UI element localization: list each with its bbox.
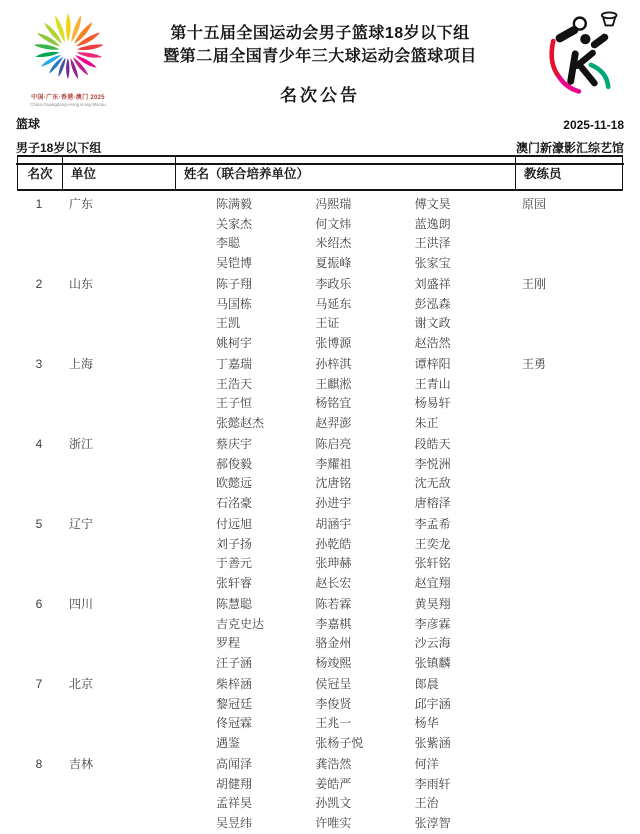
document-header — [0, 0, 640, 155]
athlete-name: 龚浩然 — [315, 757, 352, 771]
rank-cell: 1 — [35, 197, 43, 211]
document-subtitle: 名次公告 — [280, 86, 360, 105]
athlete-names-cell — [174, 755, 514, 833]
athlete-name: 张紫涵 — [414, 735, 451, 750]
header-rule — [16, 163, 624, 165]
team-unit-cell: 广东 — [69, 197, 94, 211]
table-row — [17, 195, 623, 273]
athlete-name: 朱正 — [414, 415, 439, 430]
athlete-name: 姜皓严 — [315, 776, 352, 791]
athlete-name: 张淳智 — [414, 815, 451, 830]
column-header-unit: 单位 — [62, 157, 175, 189]
athlete-name: 欧懿远 — [216, 476, 253, 490]
athlete-name: 姚柯宇 — [216, 335, 253, 350]
venue-label: 澳门新濠影汇综艺馆 — [515, 141, 624, 155]
fifteenth-national-games-emblem-icon — [25, 12, 111, 90]
basketball-player-pictogram-icon — [532, 8, 624, 96]
coach-name-cell — [514, 675, 623, 753]
athlete-name: 马国栋 — [216, 296, 253, 311]
athlete-name: 李悦洲 — [414, 456, 451, 471]
athlete-name: 孙乾皓 — [315, 536, 352, 551]
athlete-name: 遇鉴 — [216, 735, 241, 750]
rank-cell: 2 — [35, 277, 43, 291]
athlete-name: 关家杰 — [216, 216, 253, 231]
group-label: 男子18岁以下组 — [16, 141, 102, 155]
athlete-names-cell — [174, 355, 514, 433]
athlete-names-cell — [174, 435, 514, 513]
team-unit-cell: 辽宁 — [69, 517, 94, 531]
athlete-name: 王奕龙 — [414, 536, 451, 551]
column-header-coach: 教练员 — [515, 157, 624, 189]
table-row — [17, 595, 623, 673]
athlete-name: 蓝逸朗 — [414, 216, 451, 231]
athlete-name: 谢文政 — [414, 316, 451, 330]
athlete-name: 王兆一 — [315, 716, 352, 730]
athlete-name: 丁嘉瑞 — [216, 357, 253, 371]
table-row — [17, 435, 623, 513]
athlete-name: 刘盛祥 — [414, 277, 451, 291]
athlete-name: 罗程 — [216, 636, 241, 650]
rank-cell: 8 — [35, 757, 43, 771]
athlete-name: 杨华 — [414, 716, 439, 730]
athlete-name: 唐榕泽 — [414, 495, 451, 510]
athlete-name: 赵宜翔 — [414, 575, 451, 590]
document-title-line2: 暨第二届全国青少年三大球运动会篮球项目 — [163, 48, 477, 65]
athlete-name: 孙进宇 — [315, 495, 352, 510]
column-header-rank: 名次 — [27, 167, 53, 181]
athlete-name: 杨易轩 — [414, 396, 451, 410]
athlete-name: 郝俊毅 — [216, 456, 253, 471]
results-table-header — [17, 155, 623, 191]
emblem-caption-en: China·Guangdong·Hong Kong·Macau — [30, 102, 106, 107]
athlete-name: 谭梓阳 — [414, 357, 451, 371]
results-table-body — [17, 191, 623, 833]
athlete-name: 王证 — [315, 316, 340, 330]
athlete-name: 王洪泽 — [414, 236, 451, 250]
athlete-name: 陈子翔 — [216, 277, 253, 291]
athlete-name: 孟祥昊 — [216, 796, 253, 810]
rank-cell: 3 — [35, 357, 43, 371]
athlete-name: 马延东 — [315, 296, 352, 311]
team-unit-cell: 上海 — [69, 357, 94, 371]
athlete-names-cell — [174, 675, 514, 753]
coach-name-cell — [514, 755, 623, 833]
athlete-names-cell — [174, 195, 514, 273]
coach-name-cell: 王勇 — [522, 357, 547, 371]
games-emblem — [14, 12, 122, 108]
athlete-names-cell — [174, 275, 514, 353]
table-row — [17, 275, 623, 353]
rank-cell: 6 — [35, 597, 43, 611]
athlete-name: 郎晨 — [414, 677, 439, 691]
athlete-name: 沈唐铭 — [315, 476, 352, 490]
team-unit-cell: 吉林 — [69, 757, 94, 771]
rank-cell: 7 — [35, 677, 43, 691]
team-unit-cell: 四川 — [69, 597, 94, 611]
team-unit-cell: 北京 — [69, 677, 94, 691]
athlete-name: 陈启亮 — [315, 437, 352, 451]
athlete-name: 黎冠廷 — [216, 696, 253, 711]
coach-name-cell — [514, 595, 623, 673]
table-row — [17, 675, 623, 753]
team-unit-cell: 浙江 — [69, 437, 94, 451]
event-date: 2025-11-18 — [563, 118, 624, 132]
athlete-names-cell — [174, 595, 514, 673]
athlete-name: 孙凯文 — [315, 796, 352, 810]
athlete-name: 张珅赫 — [315, 556, 352, 570]
document-title-line1: 第十五届全国运动会男子篮球18岁以下组 — [170, 25, 470, 42]
athlete-name: 陈慧聪 — [216, 597, 253, 611]
table-row — [17, 355, 623, 433]
athlete-name: 于善元 — [216, 556, 253, 570]
coach-name-cell: 王刚 — [522, 277, 547, 291]
column-header-names: 姓名（联合培养单位） — [175, 157, 515, 189]
athlete-name: 胡健翔 — [216, 776, 253, 791]
athlete-name: 佟冠霖 — [216, 716, 253, 730]
team-unit-cell: 山东 — [69, 277, 94, 291]
athlete-name: 王子恒 — [216, 396, 253, 410]
coach-name-cell — [514, 515, 623, 593]
rank-cell: 5 — [35, 517, 43, 531]
table-row — [17, 755, 623, 833]
athlete-name: 王治 — [414, 796, 439, 810]
athlete-name: 邱宇涵 — [414, 696, 451, 711]
athlete-name: 李聪 — [216, 236, 241, 250]
athlete-name: 李雨轩 — [414, 776, 451, 791]
athlete-name: 杨铭宜 — [315, 396, 352, 410]
athlete-name: 何文炜 — [315, 216, 352, 231]
athlete-name: 付远旭 — [216, 517, 253, 531]
athlete-name: 夏振峰 — [315, 255, 352, 270]
athlete-name: 汪子涵 — [216, 655, 253, 670]
athlete-name: 吴铠博 — [216, 255, 253, 270]
table-row — [17, 515, 623, 593]
athlete-names-cell — [174, 515, 514, 593]
athlete-name: 张博源 — [315, 335, 352, 350]
athlete-name: 陈满毅 — [216, 197, 253, 211]
rank-cell: 4 — [35, 437, 43, 451]
athlete-name: 赵长宏 — [315, 575, 352, 590]
athlete-name: 石洺豪 — [216, 495, 253, 510]
athlete-name: 彭泓森 — [414, 296, 451, 311]
athlete-name: 张杨子悦 — [315, 735, 364, 750]
basketball-pictogram — [528, 8, 628, 101]
athlete-name: 李嘉棋 — [315, 616, 352, 631]
athlete-name: 胡涵宇 — [315, 517, 352, 531]
athlete-name: 王麒淞 — [315, 376, 352, 391]
athlete-name: 黄昊翔 — [414, 597, 451, 611]
athlete-name: 孙梓淇 — [315, 357, 352, 371]
athlete-name: 蔡庆宇 — [216, 437, 253, 451]
athlete-name: 赵浩然 — [414, 335, 451, 350]
athlete-name: 李耀祖 — [315, 456, 352, 471]
athlete-name: 王凯 — [216, 316, 241, 330]
athlete-name: 沙云海 — [414, 636, 451, 650]
athlete-name: 张轩铭 — [414, 556, 451, 570]
coach-name-cell — [514, 435, 623, 513]
athlete-name: 吉克史达 — [216, 616, 265, 631]
athlete-name: 段皓天 — [414, 437, 451, 451]
athlete-name: 刘子扬 — [216, 536, 253, 551]
athlete-name: 陈若霖 — [315, 597, 352, 611]
athlete-name: 高闻泽 — [216, 757, 253, 771]
athlete-name: 沈无敌 — [414, 476, 451, 490]
athlete-name: 张懿赵杰 — [216, 415, 265, 430]
athlete-name: 李政乐 — [315, 277, 352, 291]
athlete-name: 赵羿澎 — [315, 415, 352, 430]
athlete-name: 许唯实 — [315, 815, 352, 830]
athlete-name: 张家宝 — [414, 255, 451, 270]
athlete-name: 米绍杰 — [315, 236, 352, 250]
athlete-name: 王浩天 — [216, 376, 253, 391]
athlete-name: 杨竣熙 — [315, 655, 352, 670]
coach-name-cell: 原园 — [522, 197, 547, 211]
sport-label: 篮球 — [16, 117, 41, 131]
athlete-name: 骆金州 — [315, 636, 352, 650]
athlete-name: 李俊贤 — [315, 696, 352, 711]
athlete-name: 李孟希 — [414, 517, 451, 531]
athlete-name: 侯冠呈 — [315, 677, 352, 691]
athlete-name: 王青山 — [414, 376, 451, 391]
athlete-name: 吴昱纬 — [216, 815, 253, 830]
athlete-name: 张轩睿 — [216, 575, 253, 590]
athlete-name: 冯熙瑞 — [315, 197, 352, 211]
athlete-name: 张镇麟 — [414, 655, 451, 670]
athlete-name: 傅文昊 — [414, 197, 451, 211]
athlete-name: 李彦霖 — [414, 616, 451, 631]
athlete-name: 柴梓涵 — [216, 677, 253, 691]
results-table — [17, 155, 623, 833]
athlete-name: 何洋 — [414, 757, 439, 771]
emblem-caption-cn: 中国·广东·香港·澳门 2025 — [31, 95, 105, 101]
